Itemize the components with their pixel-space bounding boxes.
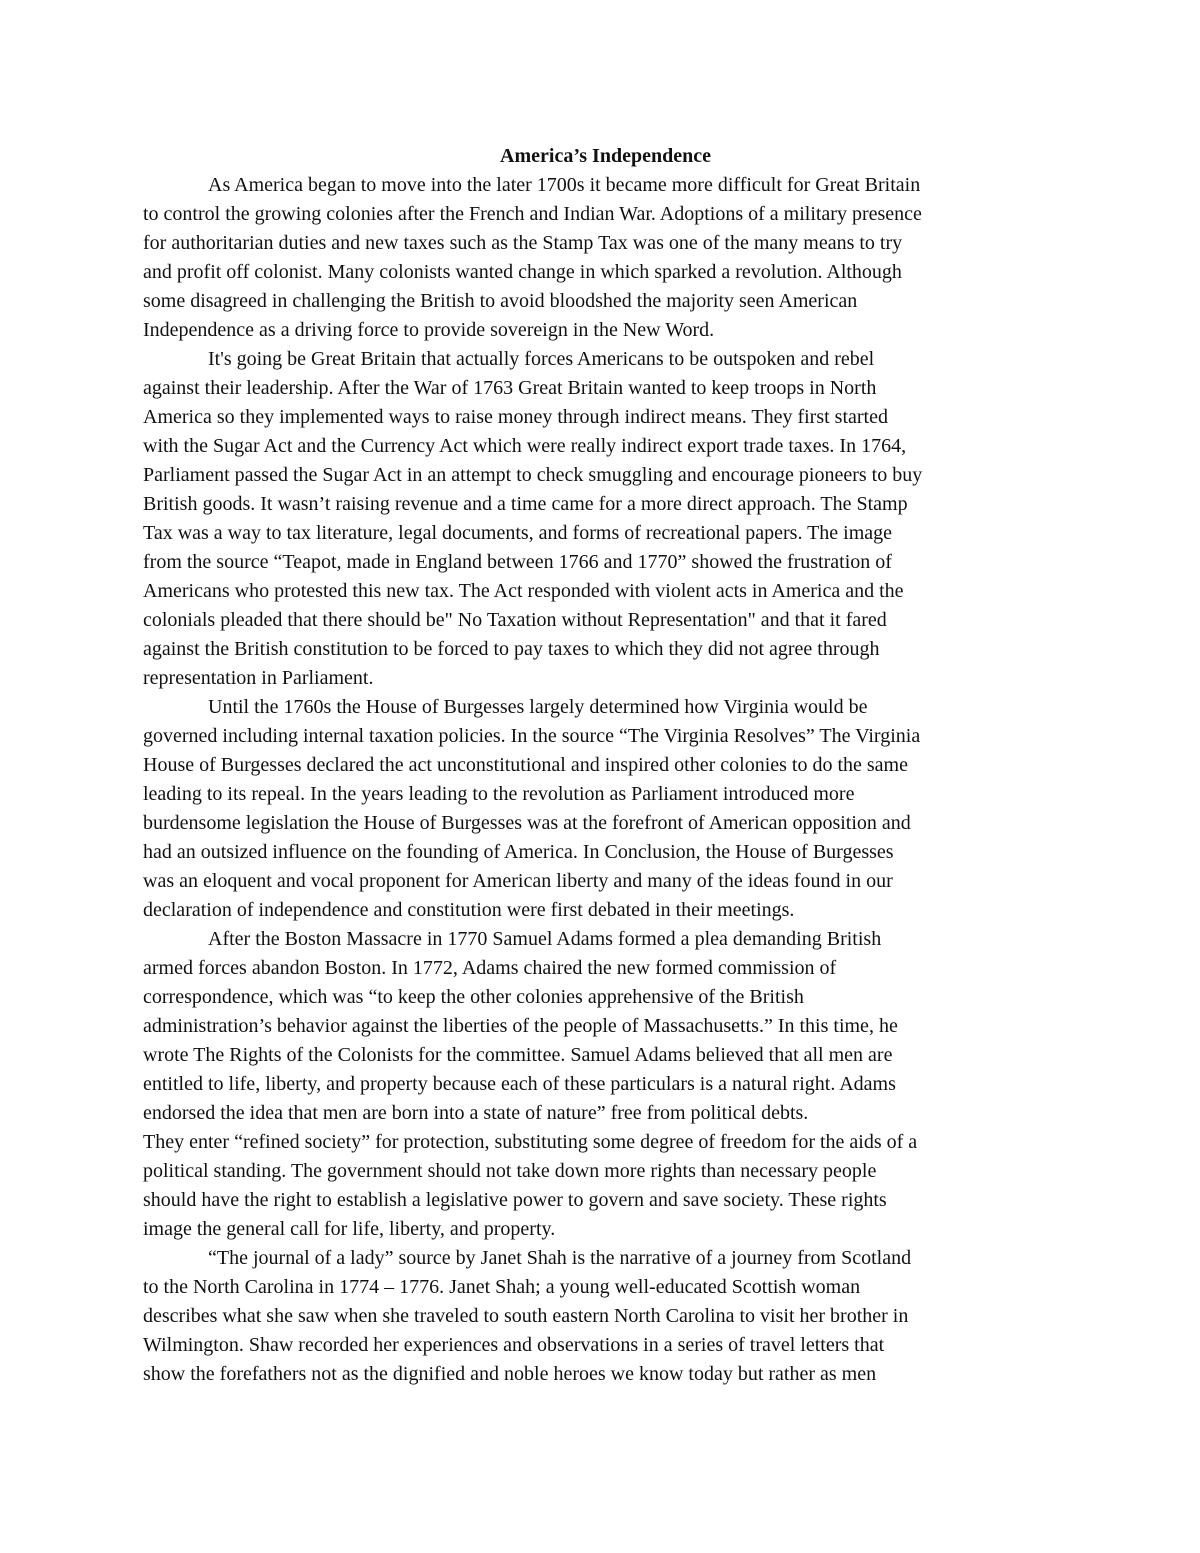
text-line: with the Sugar Act and the Currency Act which were really indirect export trade taxes. In 1764,	[143, 435, 907, 457]
document-text-lines	[143, 171, 1068, 1389]
text-line: describes what she saw when she traveled to south eastern North Carolina to visit her brother in	[143, 1305, 909, 1327]
text-line: colonials pleaded that there should be" No Taxation without Representation" and that it fared	[143, 609, 887, 631]
text-line: House of Burgesses declared the act unconstitutional and inspired other colonies to do the same	[143, 754, 908, 776]
text-line: administration’s behavior against the liberties of the people of Massachusetts.” In this time, he	[143, 1015, 898, 1037]
document-title: America’s Independence	[500, 145, 711, 167]
text-line: representation in Parliament.	[143, 667, 374, 689]
text-line: show the forefathers not as the dignified and noble heroes we know today but rather as men	[143, 1363, 877, 1385]
text-line: wrote The Rights of the Colonists for the committee. Samuel Adams believed that all men are	[143, 1044, 893, 1066]
text-line: to control the growing colonies after the French and Indian War. Adoptions of a military presence	[143, 203, 922, 225]
text-line: for authoritarian duties and new taxes such as the Stamp Tax was one of the many means to try	[143, 232, 903, 254]
text-line: “The journal of a lady” source by Janet Shah is the narrative of a journey from Scotland	[208, 1247, 912, 1269]
text-line: After the Boston Massacre in 1770 Samuel Adams formed a plea demanding British	[208, 928, 882, 950]
text-line: to the North Carolina in 1774 – 1776. Janet Shah; a young well-educated Scottish woman	[143, 1276, 861, 1298]
text-line: America so they implemented ways to raise money through indirect means. They first started	[143, 406, 888, 428]
text-line: and profit off colonist. Many colonists wanted change in which sparked a revolution. Although	[143, 261, 902, 283]
text-line: It's going be Great Britain that actually forces Americans to be outspoken and rebel	[208, 348, 875, 370]
text-line: As America began to move into the later 1700s it became more difficult for Great Britain	[208, 174, 921, 196]
text-line: against their leadership. After the War of 1763 Great Britain wanted to keep troops in North	[143, 377, 877, 399]
text-line: They enter “refined society” for protection, substituting some degree of freedom for the aids of a	[143, 1131, 918, 1153]
text-line: endorsed the idea that men are born into a state of nature” free from political debts.	[143, 1102, 809, 1124]
text-line: should have the right to establish a legislative power to govern and save society. These rights	[143, 1189, 887, 1211]
text-line: had an outsized influence on the founding of America. In Conclusion, the House of Burgesses	[143, 841, 894, 863]
text-line: entitled to life, liberty, and property because each of these particulars is a natural right. Adams	[143, 1073, 896, 1095]
text-line: political standing. The government should not take down more rights than necessary people	[143, 1160, 877, 1182]
text-line: some disagreed in challenging the British to avoid bloodshed the majority seen American	[143, 290, 858, 312]
document-body	[143, 142, 1068, 1389]
text-line: image the general call for life, liberty, and property.	[143, 1218, 556, 1240]
text-line: British goods. It wasn’t raising revenue and a time came for a more direct approach. The Stamp	[143, 493, 908, 515]
text-line: Until the 1760s the House of Burgesses largely determined how Virginia would be	[208, 696, 868, 718]
text-line: was an eloquent and vocal proponent for American liberty and many of the ideas found in our	[143, 870, 893, 892]
text-line: Americans who protested this new tax. The Act responded with violent acts in America and the	[143, 580, 904, 602]
text-line: declaration of independence and constitution were first debated in their meetings.	[143, 899, 795, 921]
text-line: Independence as a driving force to provide sovereign in the New Word.	[143, 319, 715, 341]
text-line: against the British constitution to be forced to pay taxes to which they did not agree through	[143, 638, 880, 660]
text-line: Parliament passed the Sugar Act in an attempt to check smuggling and encourage pioneers to buy	[143, 464, 923, 486]
text-line: governed including internal taxation policies. In the source “The Virginia Resolves” The Virginia	[143, 725, 921, 747]
text-line: leading to its repeal. In the years leading to the revolution as Parliament introduced more	[143, 783, 855, 805]
text-line: correspondence, which was “to keep the other colonies apprehensive of the British	[143, 986, 804, 1008]
text-line: Tax was a way to tax literature, legal documents, and forms of recreational papers. The image	[143, 522, 893, 544]
text-line: Wilmington. Shaw recorded her experiences and observations in a series of travel letters that	[143, 1334, 885, 1356]
text-line: from the source “Teapot, made in England between 1766 and 1770” showed the frustration of	[143, 551, 892, 573]
text-line: burdensome legislation the House of Burgesses was at the forefront of American opposition and	[143, 812, 911, 834]
text-line: armed forces abandon Boston. In 1772, Adams chaired the new formed commission of	[143, 957, 837, 979]
